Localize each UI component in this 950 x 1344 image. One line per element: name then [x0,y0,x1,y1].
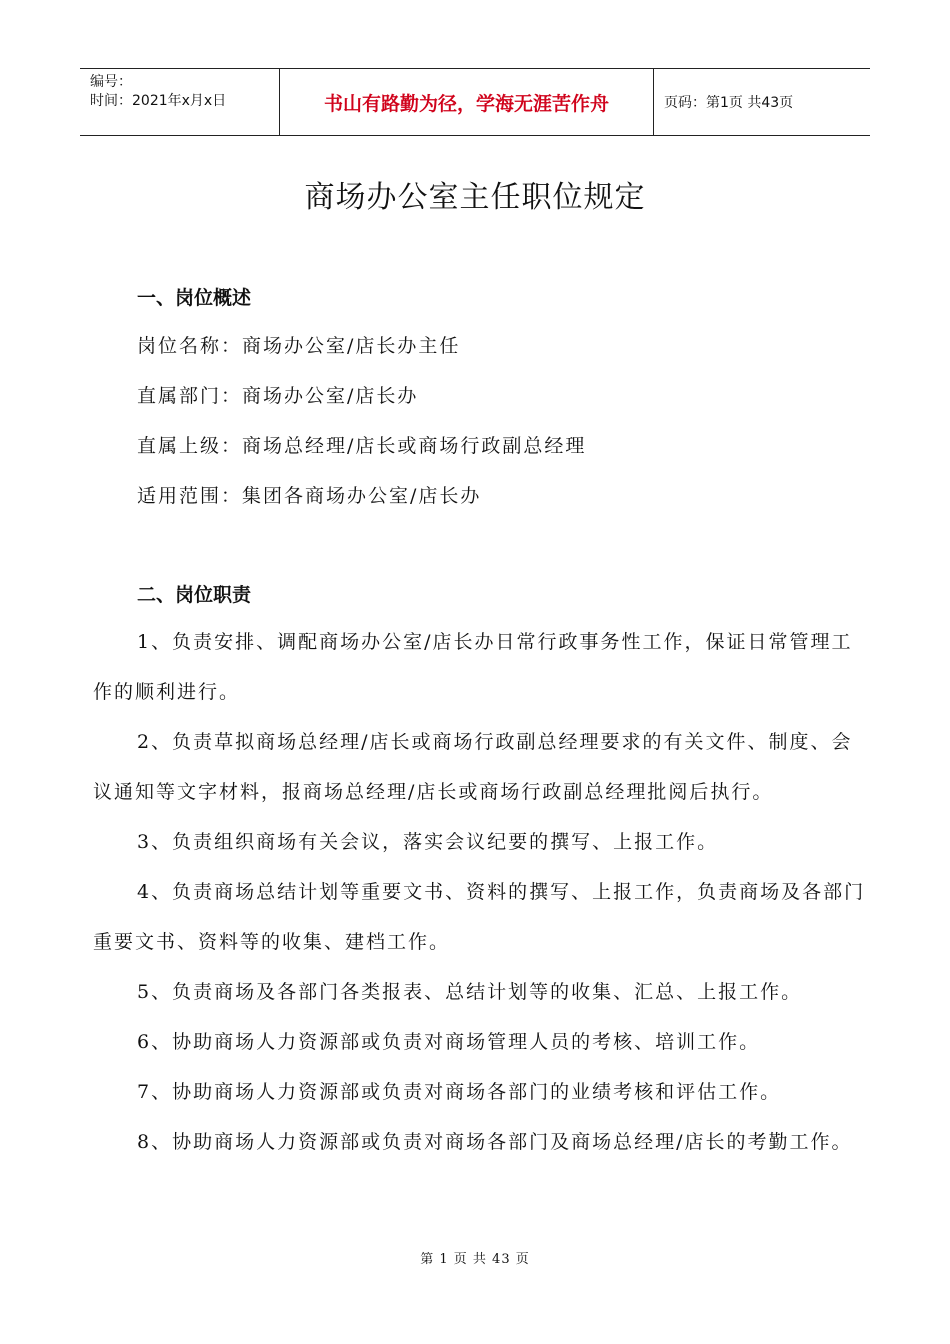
info-line-position-name: 岗位名称：商场办公室/店长办主任 [137,335,461,357]
duty-item-7: 7、协助商场人力资源部或负责对商场各部门的业绩考核和评估工作。 [137,1081,782,1103]
info-line-superior: 直属上级：商场总经理/店长或商场行政副总经理 [137,435,587,457]
duty-item-1: 1、负责安排、调配商场办公室/店长办日常行政事务性工作，保证日常管理工作的顺利进行。 [93,631,853,703]
info-line-department: 直属部门：商场办公室/店长办 [137,385,419,407]
page-title: 商场办公室主任职位规定 [304,180,646,215]
document-date: 时间：2021年x月x日 [90,93,227,109]
duty-item-6: 6、协助商场人力资源部或负责对商场管理人员的考核、培训工作。 [137,1031,761,1053]
section-heading-duties: 二、岗位职责 [137,584,252,606]
duty-item-3: 3、负责组织商场有关会议，落实会议纪要的撰写、上报工作。 [137,831,719,853]
header-meta [80,69,280,135]
header-page-info: 页码：第1页 共43页 [664,95,794,111]
duty-item-2: 2、负责草拟商场总经理/店长或商场行政副总经理要求的有关文件、制度、会议通知等文字材料，报商场总经理/店长或商场行政副总经理批阅后执行。 [93,731,853,803]
duty-item-4: 4、负责商场总结计划等重要文书、资料的撰写、上报工作，负责商场及各部门重要文书、资料等的收集、建档工作。 [93,881,866,953]
document-header [80,68,870,136]
duty-item-5: 5、负责商场及各部门各类报表、总结计划等的收集、汇总、上报工作。 [137,981,803,1003]
document-number-label: 编号： [90,74,132,90]
footer-page-number: 第 1 页 共 43 页 [420,1252,530,1267]
section-heading-overview: 一、岗位概述 [137,287,252,309]
duty-item-8: 8、协助商场人力资源部或负责对商场各部门及商场总经理/店长的考勤工作。 [137,1131,853,1153]
info-line-scope: 适用范围：集团各商场办公室/店长办 [137,485,482,507]
header-motto: 书山有路勤为径，学海无涯苦作舟 [280,69,654,135]
